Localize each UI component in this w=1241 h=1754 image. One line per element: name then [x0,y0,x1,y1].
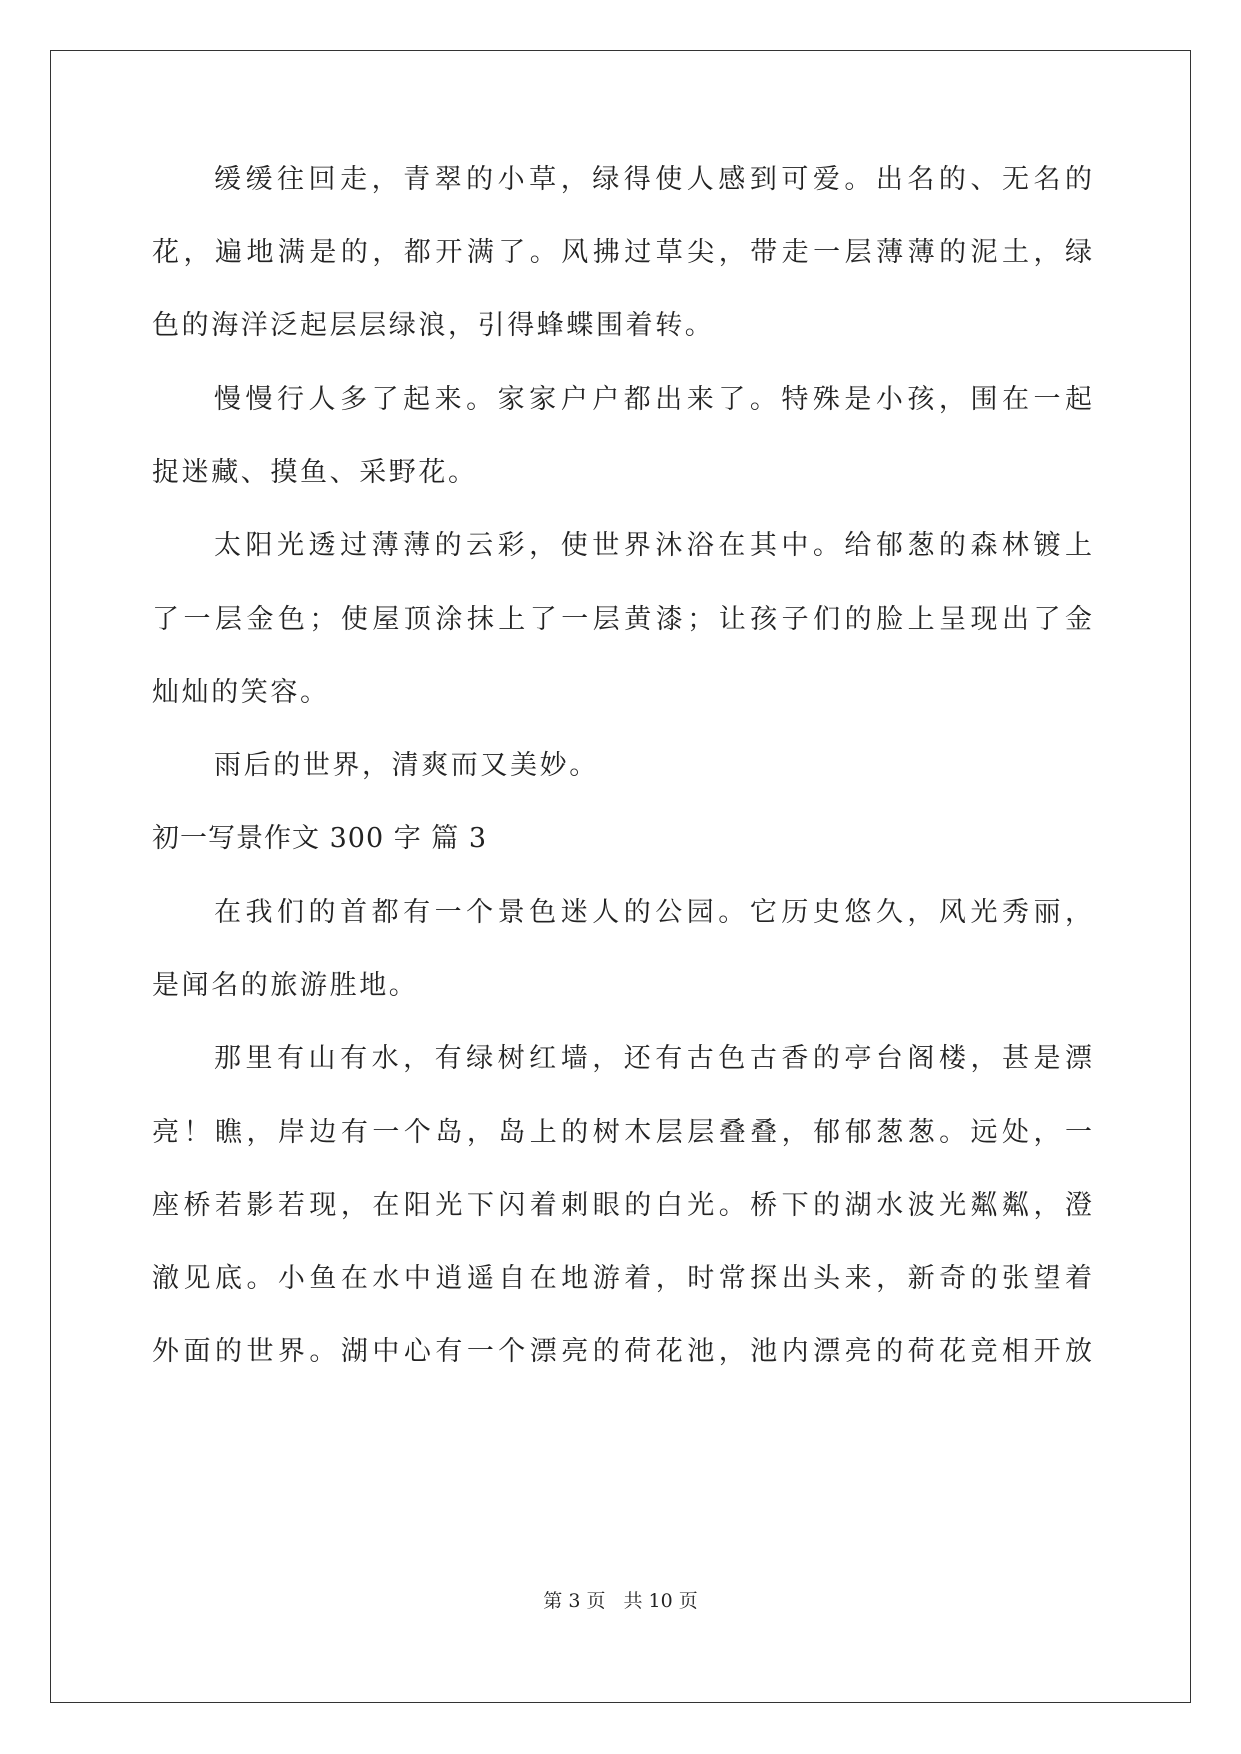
section-heading: 初一写景作文 300 字 篇 3 [152,823,488,854]
paragraph-line: 雨后的世界，清爽而又美妙。 [214,750,599,781]
paragraph-line: 灿灿的笑容。 [152,677,330,708]
paragraph-line: 花，遍地满是的，都开满了。风拂过草尖，带走一层薄薄的泥土，绿 [152,237,1092,268]
paragraph-line: 外面的世界。湖中心有一个漂亮的荷花池，池内漂亮的荷花竞相开放 [152,1336,1092,1367]
paragraph-line: 捉迷藏、摸鱼、采野花。 [152,457,478,488]
paragraph-line: 缓缓往回走，青翠的小草，绿得使人感到可爱。出名的、无名的 [214,164,1092,195]
paragraph-line: 色的海洋泛起层层绿浪，引得蜂蝶围着转。 [152,310,715,341]
paragraph-line: 座桥若影若现，在阳光下闪着刺眼的白光。桥下的湖水波光粼粼，澄 [152,1190,1092,1221]
paragraph-line: 是闻名的旅游胜地。 [152,970,419,1001]
page-border [50,50,1191,1703]
paragraph-line: 在我们的首都有一个景色迷人的公园。它历史悠久，风光秀丽， [214,897,1092,928]
page-number: 第 3 页 [543,1590,606,1612]
paragraph-line: 太阳光透过薄薄的云彩，使世界沐浴在其中。给郁葱的森林镀上 [214,530,1092,561]
paragraph-line: 亮！瞧，岸边有一个岛，岛上的树木层层叠叠，郁郁葱葱。远处，一 [152,1117,1092,1148]
paragraph-line: 那里有山有水，有绿树红墙，还有古色古香的亭台阁楼，甚是漂 [214,1043,1092,1074]
paragraph-line: 了一层金色；使屋顶涂抹上了一层黄漆；让孩子们的脸上呈现出了金 [152,604,1092,635]
page-footer [0,1586,1241,1613]
paragraph-line: 慢慢行人多了起来。家家户户都出来了。特殊是小孩，围在一起 [214,384,1092,415]
paragraph-line: 澈见底。小鱼在水中逍遥自在地游着，时常探出头来，新奇的张望着 [152,1263,1092,1294]
page-total: 共 10 页 [623,1590,698,1612]
